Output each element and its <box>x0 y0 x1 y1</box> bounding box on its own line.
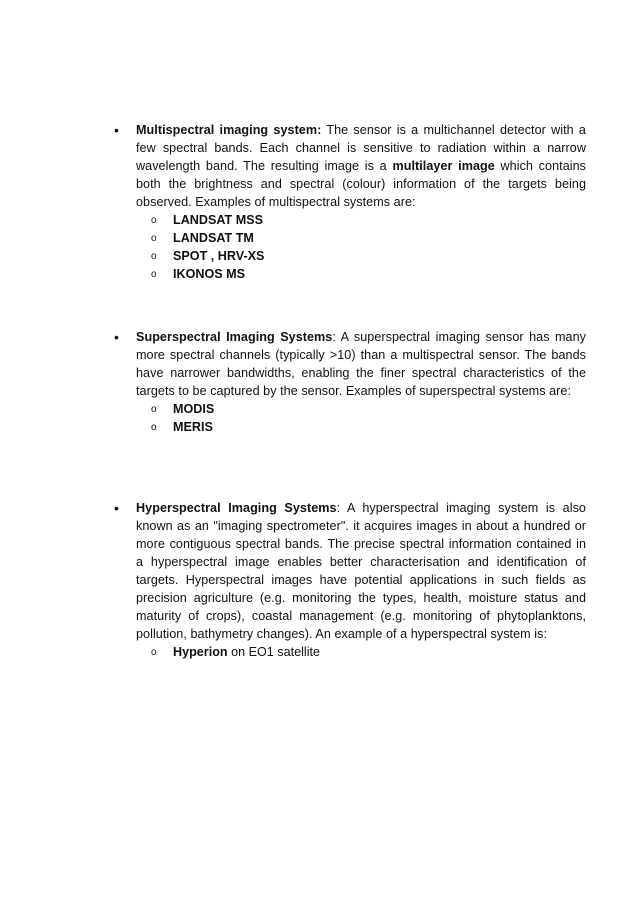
sub-bullet-marker: o <box>151 215 157 226</box>
section-hyperspectral <box>114 499 586 661</box>
paragraph-text: : A hyperspectral imaging system is also known as an "imaging spectrometer". it acquires images in about a hundred or more contiguous spectral bands. The precise spectral information contained in a hyperspectral image enables better characterisation and identification of targets. Hyperspectral images have potential applications in such fields as precision agriculture (e.g. monitoring the types, health, moisture status and maturity of crops), coastal management (e.g. monitoring of phytoplanktons, pollution, bathymetry changes). An example of a hyperspectral system is: <box>136 501 586 641</box>
example-name: LANDSAT MSS <box>173 213 264 227</box>
bullet-marker: • <box>114 122 119 138</box>
example-name: MODIS <box>173 402 215 416</box>
list-item <box>151 229 586 247</box>
examples-list <box>151 211 586 283</box>
example-name: LANDSAT TM <box>173 231 254 245</box>
sub-bullet-marker: o <box>151 233 157 244</box>
sub-bullet-marker: o <box>151 404 157 415</box>
example-suffix: on EO1 satellite <box>227 645 320 659</box>
example-name: SPOT , HRV-XS <box>173 249 265 263</box>
paragraph-hyperspectral <box>136 499 586 643</box>
example-name: Hyperion <box>173 645 228 659</box>
list-item <box>151 211 586 229</box>
bullet-marker: • <box>114 500 119 516</box>
examples-list <box>151 400 586 436</box>
paragraph-multispectral <box>136 121 586 211</box>
list-item <box>151 265 586 283</box>
list-item <box>151 418 586 436</box>
sub-bullet-marker: o <box>151 251 157 262</box>
section-title: Hyperspectral Imaging Systems <box>136 501 337 515</box>
list-item <box>151 247 586 265</box>
paragraph-text: The sensor is a multichannel detector with a few spectral bands. Each channel is sensitive to radiation within a narrow wavelength band. The resulting image is a <box>136 123 586 173</box>
paragraph-text: which contains both the brightness and spectral (colour) information of the targets being observed. Examples of multispectral systems are: <box>136 159 586 209</box>
examples-list <box>151 643 586 661</box>
paragraph-superspectral <box>136 328 586 400</box>
example-name: IKONOS MS <box>173 267 246 281</box>
section-multispectral <box>114 121 586 283</box>
paragraph-text: : A superspectral imaging sensor has many more spectral channels (typically >10) than a multispectral sensor. The bands have narrower bandwidths, enabling the finer spectral characteristics of the targets to be captured by the sensor. Examples of superspectral systems are: <box>136 330 586 398</box>
sub-bullet-marker: o <box>151 269 157 280</box>
section-title: Superspectral Imaging Systems <box>136 330 333 344</box>
section-superspectral <box>114 328 586 436</box>
section-title: Multispectral imaging system: <box>136 123 322 137</box>
list-item <box>151 400 586 418</box>
list-item <box>151 643 586 661</box>
sub-bullet-marker: o <box>151 422 157 433</box>
bullet-marker: • <box>114 329 119 345</box>
example-name: MERIS <box>173 420 213 434</box>
sub-bullet-marker: o <box>151 647 157 658</box>
emphasis-text: multilayer image <box>392 159 495 173</box>
